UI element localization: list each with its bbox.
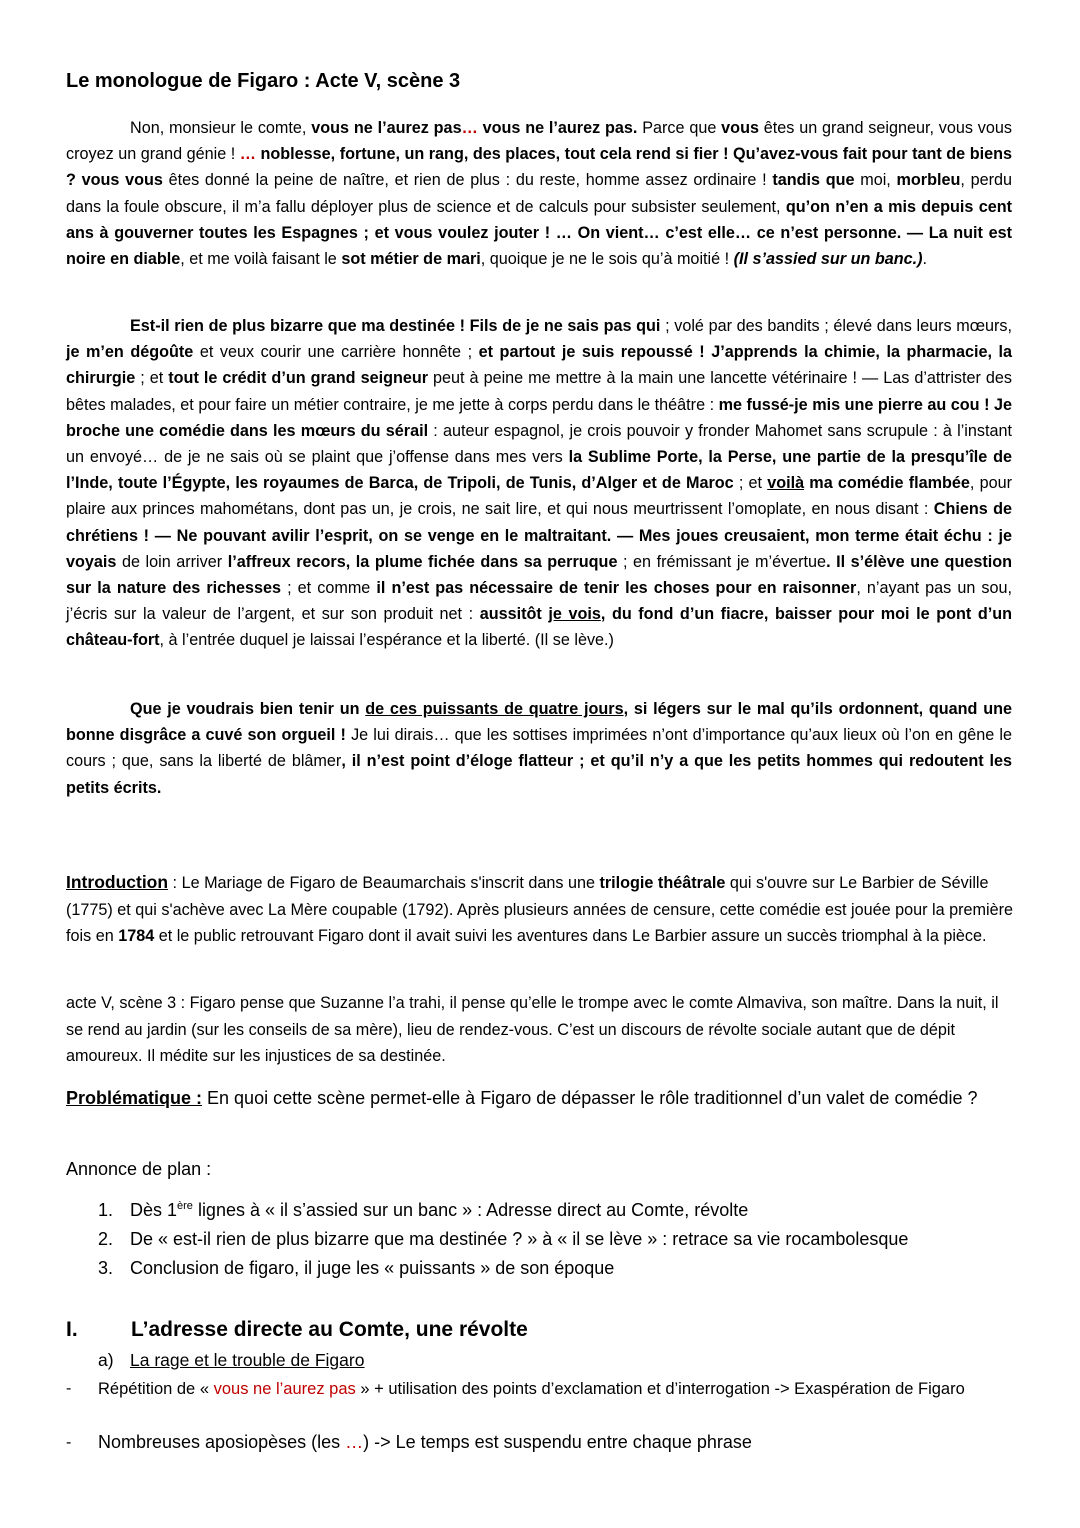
- text-run: Parce que: [637, 119, 722, 137]
- bullet-dash: -: [66, 1380, 72, 1397]
- text-run: moi,: [854, 171, 897, 190]
- section-title: L’adresse directe au Comte, une révolte: [131, 1318, 528, 1341]
- text-run: , à l’entrée duquel je laissai l’espérance et la liberté. (Il se lève.): [159, 631, 614, 650]
- text-run: noblesse, fortune, un rang, des places, tout cela rend si fier ! Qu’avez-vous fait pour tant de biens ? vous vous: [66, 145, 1012, 190]
- text-run: vous ne l’aurez pas: [311, 119, 462, 137]
- bullet-item-2: Nombreuses aposiopèses (les …) -> Le temps est suspendu entre chaque phrase: [98, 1432, 752, 1452]
- text-run: qu’on n’en a mis depuis cent ans à gouverner toutes les Espagnes ; et vous voulez jouter ! … On vient… c’est elle… ce n’est personne. — La nuit est noire en diable: [66, 197, 1012, 269]
- text-run: la Sublime Porte, la Perse, une partie de la presqu’île de l’Inde, toute l’Égypte, les royaumes de Barca, de Tripoli, de Tunis, d’Alger et de Maroc: [66, 448, 1012, 493]
- text-run: l’affreux recors, la plume fichée dans sa perruque: [227, 552, 618, 571]
- text-run: et le public retrouvant Figaro dont il avait suivi les aventures dans Le Barbier assure un succès triomphal à la pièce.: [154, 927, 987, 945]
- section-number: I.: [66, 1318, 78, 1341]
- text-run: ; en frémissant je m’évertue: [617, 552, 827, 571]
- text-run: , quoique je ne le sois qu’à moitié !: [480, 250, 734, 269]
- text-run: , il n’est point d’éloge flatteur ; et qu’il n’y a que les petits hommes qui redoutent les petits écrits.: [66, 752, 1013, 797]
- text-run: ; et comme: [281, 579, 377, 598]
- text-run: , et me voilà faisant le: [180, 250, 342, 269]
- text-run: sot métier de mari: [341, 250, 481, 269]
- monologue-paragraph-3: [66, 696, 1012, 801]
- text-run: 1784: [118, 927, 155, 945]
- text-run: il n’est pas nécessaire de tenir les choses pour en raisonner: [376, 579, 857, 598]
- introduction-label: Introduction: [66, 872, 169, 892]
- text-run: Je lui dirais… que les sottises imprimées n’ont d’importance qu’aux lieux où l’on en gêne le cours ; que, sans la liberté de blâmer: [66, 726, 1012, 771]
- text-run: trilogie théâtrale: [599, 874, 726, 892]
- text-run: , perdu dans la foule obscure, il m’a fallu déployer plus de science et de calculs pour subsister seulement,: [66, 171, 1012, 216]
- text-run: aussitôt: [479, 605, 549, 624]
- text-run: Est-il rien de plus bizarre que ma destinée ! Fils de je ne sais pas qui: [130, 317, 661, 335]
- subsection-title: La rage et le trouble de Figaro: [130, 1350, 365, 1370]
- text-run: , n’ayant pas un sou, j’écris sur la valeur de l’argent, et sur son produit net :: [66, 579, 1012, 624]
- text-run: ; et: [135, 369, 169, 388]
- text-run: Non, monsieur le comte,: [130, 119, 312, 137]
- monologue-paragraph-2: [66, 313, 1012, 654]
- text-run: ; volé par des bandits ; élevé dans leurs mœurs,: [660, 317, 1012, 335]
- text-run: vous: [721, 119, 759, 137]
- problematique-paragraph: [66, 1084, 1016, 1112]
- introduction-paragraph: [66, 869, 1016, 950]
- plan-item-3: 3. Conclusion de figaro, il juge les « puissants » de son époque: [98, 1258, 615, 1278]
- text-run: morbleu: [896, 171, 961, 190]
- text-run: Le Mariage de Figaro de Beaumarchais s'inscrit dans une: [181, 874, 600, 892]
- text-run: êtes un grand seigneur, vous vous croyez un grand génie !: [66, 119, 1012, 164]
- text-run: …: [239, 145, 256, 164]
- text-run: me fussé-je mis une pierre au cou ! Je broche une comédie dans les mœurs du sérail: [66, 395, 1012, 440]
- problematique-text: En quoi cette scène permet-elle à Figaro de dépasser le rôle traditionnel d’un valet de comédie ?: [202, 1088, 978, 1108]
- text-run: ; et: [733, 474, 768, 493]
- text-run: voilà: [767, 474, 805, 493]
- text-run: et veux courir une carrière honnête ;: [193, 343, 479, 362]
- subsection-heading: a) La rage et le trouble de Figaro: [98, 1350, 365, 1370]
- text-run: , si légers sur le mal qu’ils ordonnent, quand une bonne disgrâce a cuvé son orgueil !: [66, 700, 1012, 745]
- text-run: de loin arriver: [116, 552, 228, 571]
- plan-label: Annonce de plan :: [66, 1159, 212, 1179]
- text-run: Chiens de chrétiens ! — Ne pouvant avilir l’esprit, on se venge en le maltraitant. — Mes joues creusaient, mon terme était échu : je voyais: [66, 500, 1012, 571]
- bullet-dash: -: [66, 1434, 72, 1451]
- text-run: Que je voudrais bien tenir un: [130, 700, 366, 718]
- text-run: (Il s’assied sur un banc.): [733, 250, 923, 269]
- context-paragraph: acte V, scène 3 : Figaro pense que Suzanne l’a trahi, il pense qu’elle le trompe avec le comte Almaviva, son maître. Dans la nuit, il se rend au jardin (sur les conseils de sa mère), lieu de rendez-vous. C’est un discours de révolte sociale autant que de dépit amoureux. Il médite sur les injustices de sa destinée.: [66, 994, 999, 1065]
- text-run: peut à peine me mettre à la main une lancette vétérinaire ! — Las d’attrister des bêtes malades, et pour faire un métier contraire, je me jette à corps perdu dans le théâtre :: [66, 369, 1012, 414]
- text-run: ma comédie flambée: [804, 474, 970, 493]
- introduction-text: [66, 874, 1013, 945]
- monologue-paragraph-1: [66, 115, 1012, 272]
- text-run: , pour plaire aux princes mahométans, dont pas un, je crois, ne sait lire, et qui nous meurtrissent l’omoplate, en nous disant :: [66, 474, 1012, 519]
- text-run: je m’en dégoûte: [66, 343, 194, 362]
- text-run: .: [922, 250, 928, 269]
- text-run: tandis que: [772, 171, 855, 190]
- text-run: . Il s’élève une question sur la nature des richesses: [66, 552, 1013, 598]
- text-run: vous ne l’aurez pas.: [477, 119, 638, 137]
- plan-item-1: 1. Dès 1ère lignes à « il s’assied sur un banc » : Adresse direct au Comte, révolte: [98, 1200, 749, 1220]
- text-run: et partout je suis repoussé ! J’apprends la chimie, la pharmacie, la chirurgie: [66, 343, 1012, 388]
- bullet-item-1: Répétition de « vous ne l’aurez pas » + utilisation des points d’exclamation et d’interrogation -> Exaspération de Figaro: [98, 1380, 965, 1398]
- text-run: , du fond d’un fiacre, baisser pour moi le pont d’un château-fort: [66, 605, 1013, 650]
- text-run: êtes donné la peine de naître, et rien de plus : du reste, homme assez ordinaire !: [162, 171, 773, 190]
- document-title: Le monologue de Figaro : Acte V, scène 3: [66, 70, 461, 92]
- text-run: : auteur espagnol, je crois pouvoir y fronder Mahomet sans scrupule : à l’instant un envoyé… de je ne sais où se plaint que j’offense dans mes vers: [66, 421, 1012, 467]
- text-run: je vois: [548, 605, 601, 624]
- problematique-label: Problématique :: [66, 1088, 203, 1108]
- plan-item-2: 2. De « est-il rien de plus bizarre que ma destinée ? » à « il se lève » : retrace sa vie rocambolesque: [98, 1229, 909, 1249]
- introduction-separator: :: [168, 874, 182, 892]
- text-run: tout le crédit d’un grand seigneur: [168, 369, 429, 388]
- text-run: de ces puissants de quatre jours: [365, 700, 624, 718]
- text-run: qui s'ouvre sur Le Barbier de Séville (1775) et qui s'achève avec La Mère coupable (1792). Après plusieurs années de censure, cette comédie est jouée pour la première fois en: [66, 874, 1014, 945]
- text-run: …: [461, 119, 478, 137]
